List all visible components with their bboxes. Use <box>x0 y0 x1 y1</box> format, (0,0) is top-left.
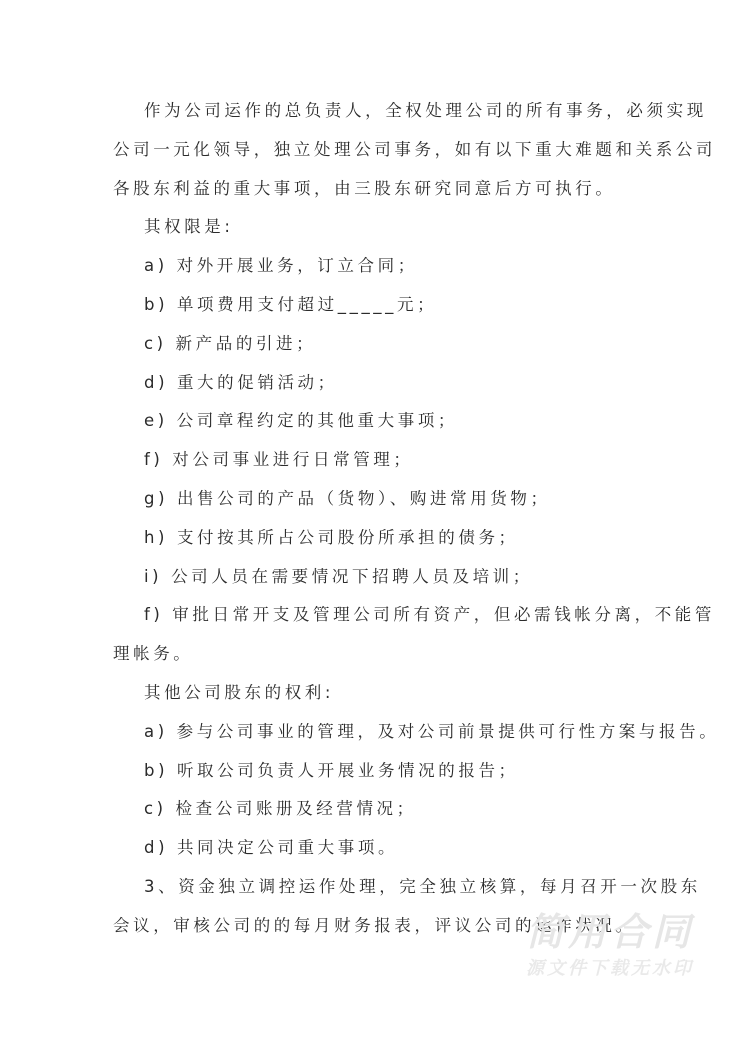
section-heading-shareholder-rights: 其他公司股东的权利: <box>144 682 335 702</box>
list-item: a) 参与公司事业的管理，及对公司前景提供可行性方案与报告。 <box>144 721 720 741</box>
list-item: a) 对外开展业务，订立合同； <box>144 256 418 276</box>
paragraph-line: 3、资金独立调控运作处理，完全独立核算，每月召开一次股东 <box>144 876 701 896</box>
list-item: c) 新产品的引进； <box>144 333 317 353</box>
list-item: g) 出售公司的产品（货物）、购进常用货物； <box>144 488 551 508</box>
paragraph-line: 会议，审核公司的的每月财务报表，评议公司的运作状况。 <box>113 915 636 935</box>
list-item: e) 公司章程约定的其他重大事项； <box>144 411 459 431</box>
section-heading-powers: 其权限是: <box>144 217 234 237</box>
document-body <box>113 92 720 946</box>
paragraph-line: 公司一元化领导，独立处理公司事务，如有以下重大难题和关系公司 <box>113 139 716 159</box>
paragraph-line: 理帐务。 <box>113 644 194 664</box>
watermark-title: 简用合同 <box>525 910 694 954</box>
list-item: i) 公司人员在需要情况下招聘人员及培训； <box>144 566 533 586</box>
list-item: f) 审批日常开支及管理公司所有资产，但必需钱帐分离，不能管 <box>144 605 715 625</box>
watermark-subtitle: 源文件下载无水印 <box>526 958 694 979</box>
list-item: f) 对公司事业进行日常管理； <box>144 450 414 470</box>
paragraph-line: 作为公司运作的总负责人，全权处理公司的所有事务，必须实现 <box>144 101 707 120</box>
list-item: h) 支付按其所占公司股份所承担的债务； <box>144 527 519 547</box>
list-item: c) 检查公司账册及经营情况； <box>144 799 417 819</box>
list-item: b) 单项费用支付超过_____元； <box>144 294 438 314</box>
list-item: b) 听取公司负责人开展业务情况的报告； <box>144 760 519 780</box>
list-item: d) 共同决定公司重大事项。 <box>144 838 399 858</box>
paragraph-line: 各股东利益的重大事项，由三股东研究同意后方可执行。 <box>113 178 616 198</box>
list-item: d) 重大的促销活动； <box>144 372 338 392</box>
